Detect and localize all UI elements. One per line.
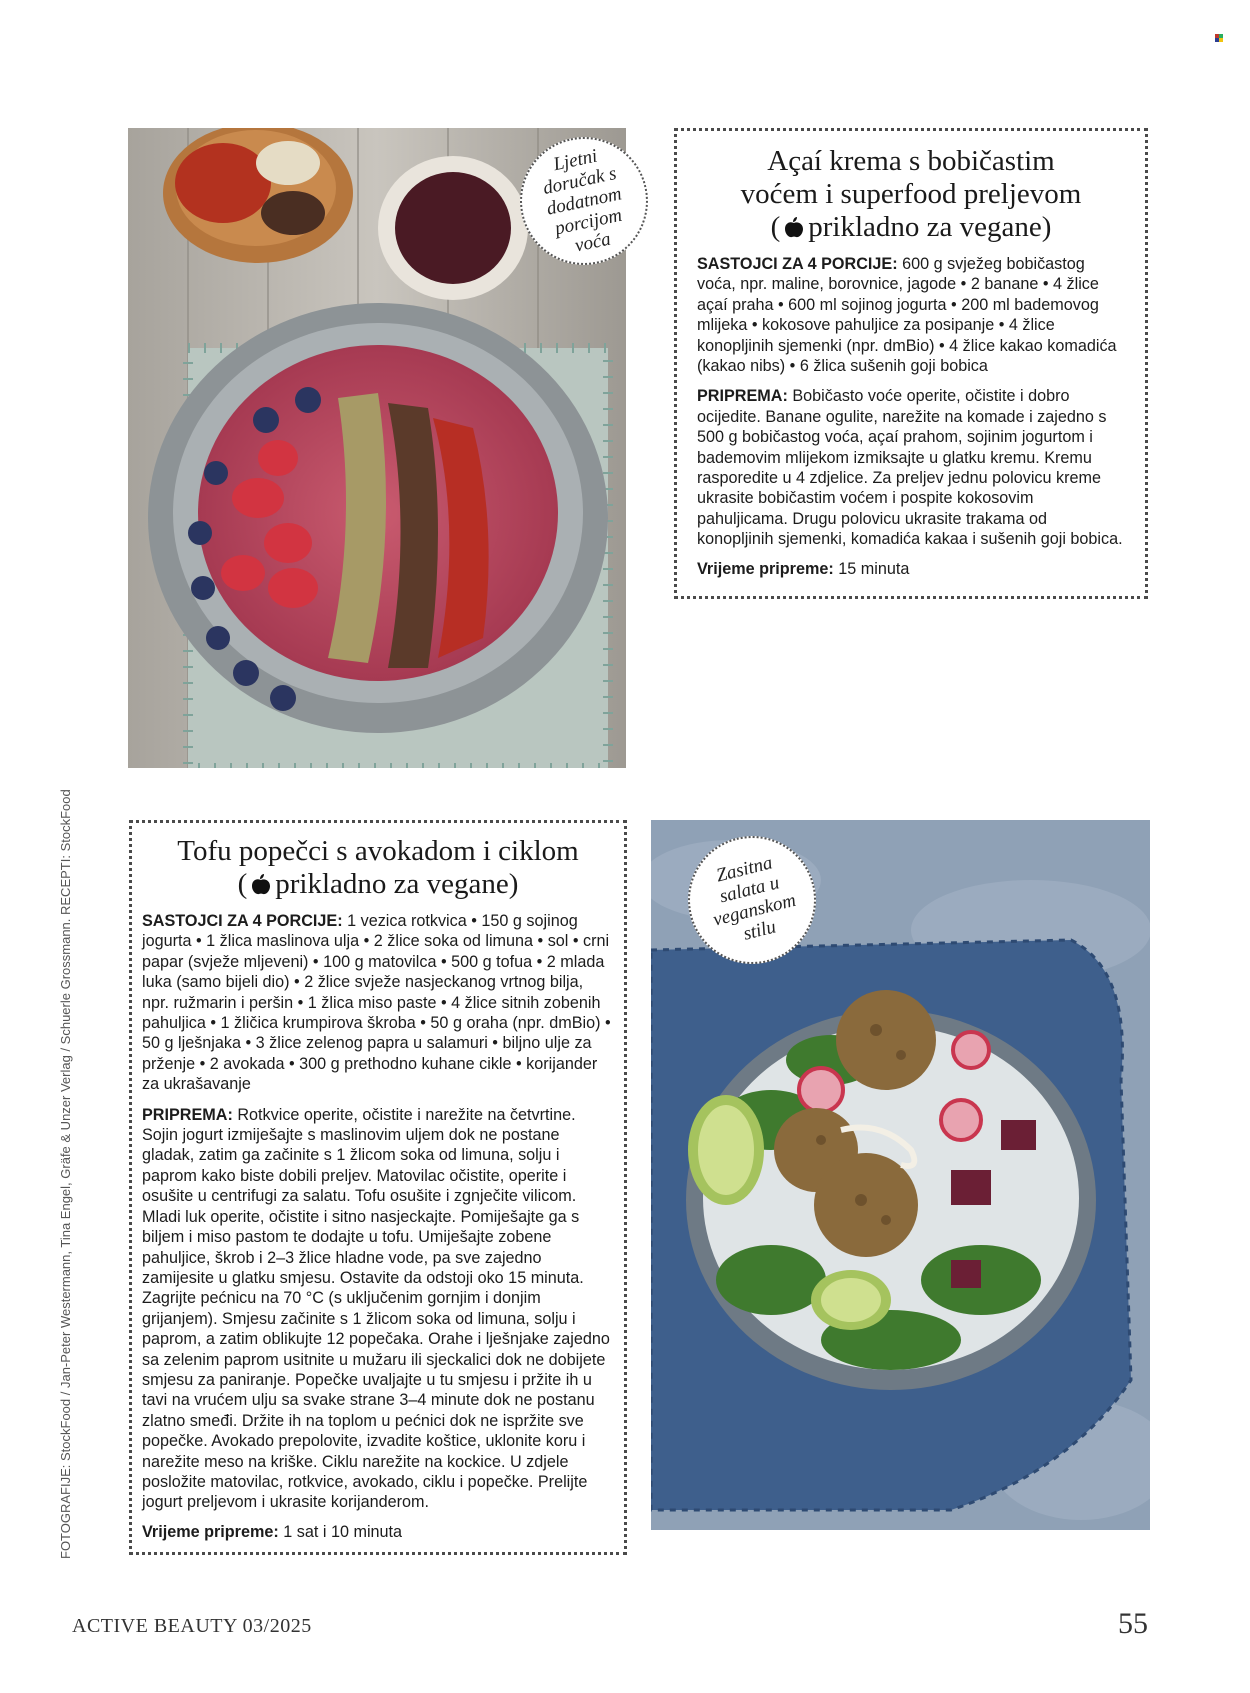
page-number: 55	[1118, 1607, 1148, 1640]
recipe1-preparation: PRIPREMA: Bobičasto voće operite, očistite i dobro ocijedite. Banane ogulite, narežite na komade i zajedno s 500 g bobičastog voća, açaí prahom, sojinim jogurtom i bademovim mlijekom izmiksajte u glatku kremu. Kremu rasporedite u 4 zdjelice. Za preljev jednu polovicu kreme ukrasite bobičastim voćem i pospite kokosovim pahuljicama. Drugu polovicu ukrasite trakama od konopljinih sjemenki, komadića kakaa i sušenih goji bobica.	[697, 387, 1123, 549]
recipe1-time: Vrijeme pripreme: 15 minuta	[697, 559, 910, 578]
recipe2-preparation: PRIPREMA: Rotkvice operite, očistite i narežite na četvrtine. Sojin jogurt izmiješajte s maslinovim uljem dok ne postane gladak, zatim ga začinite s 1 žlicom soka od limuna, solju i paprom kako biste dobili preljev. Matovilac očistite, operite i osušite u centrifugi za salatu. Tofu osušite i zgnječite vilicom. Mladi luk operite, očistite i sitno nasjeckajte. Pomiješajte ga s biljem i miso pastom te dodajte u tofu. Umiješajte zobene pahuljice, škrob i 2–3 žlice hladne vode, pa sve zajedno zamijesite u glatku smjesu. Ostavite da odstoji oko 15 minuta. Zagrijte pećnicu na 70 °C (s uključenim gornjim i donjim grijanjem). Smjesu začinite s 1 žlicom soka od limuna, solju i paprom, a zatim oblikujte 12 popečaka. Orahe i lješnjake zajedno sa zelenim paprom usitnite u mužaru ili sjeckalici dok ne dobijete smjesu za paniranje. Popečke uvaljajte u tu smjesu i pržite ih u tavi na vrućem ulju sa svake strane 3–4 minute dok ne postanu zlatno smeđi. Držite ih na toplom u pećnici dok ne ispržite sve popečke. Avokado prepolovite, izvadite koštice, uklonite koru i narežite meso na kriške. Ciklu narežite na kockice. U zdjele posložite matovilac, rotkvice, avokado, ciklu i popečke. Prelijte jogurt preljevom i ukrasite korijanderom.	[142, 1105, 610, 1512]
recipe1-ingredients: SASTOJCI ZA 4 PORCIJE: 600 g svježeg bobičastog voća, npr. maline, borovnice, jagode • 2 banane • 4 žlice açaí praha • 600 ml sojinog jogurta • 200 ml bademovog mlijeka • kokosove pahuljice za posipanje • 4 žlice konopljinih sjemenki (npr. dmBio) • 4 žlice kakao komadića (kakao nibs) • 6 žlica sušenih goji bobica	[697, 255, 1117, 376]
recipe2-badge: Zasitna salata u veganskom stilu	[674, 822, 829, 977]
recipe1-box	[674, 128, 1148, 599]
vegan-apple-icon	[251, 873, 271, 895]
recipe2-box	[129, 820, 627, 1555]
photo-credit: FOTOGRAFIJE: StockFood / Jan-Peter Westermann, Tina Engel, Gräfe & Unzer Verlag / Schuerle Grossmann. RECEPTI: StockFood	[58, 789, 73, 1559]
recipe1-title: Açaí krema s bobičastim voćem i superfood preljevom ( prikladno za vegane)	[740, 145, 1082, 243]
recipe2-title: Tofu popečci s avokadom i ciklom ( prikladno za vegane)	[177, 835, 579, 900]
magazine-issue: ACTIVE BEAUTY 03/2025	[72, 1615, 312, 1637]
corner-color-mark	[1215, 34, 1223, 42]
recipe2-time: Vrijeme pripreme: 1 sat i 10 minuta	[142, 1522, 403, 1541]
apple-icon	[784, 216, 804, 238]
recipe2-ingredients: SASTOJCI ZA 4 PORCIJE: 1 vezica rotkvica • 150 g sojinog jogurta • 1 žlica maslinova ulja • 2 žlice soka od limuna • sol • crni papar (svježe mljeveni) • 100 g matovilca • 500 g tofua • 2 mlada luka (samo bijeli dio) • 2 žlice svježe nasjeckanog vrtnog bilja, npr. ružmarin i peršin • 1 žlica miso paste • 4 žlice sitnih zobenih pahuljica • 1 žličica krumpirova škroba • 50 g oraha (npr. dmBio) • 50 g lješnjaka • 3 žlice zelenog papra u salamuri • biljno ulje za prženje • 2 avokada • 300 g prethodno kuhane cikle • korijander za ukrašavanje	[142, 912, 611, 1094]
recipe1-badge: Ljetni doručak s dodatnom porcijom voća	[508, 125, 660, 277]
